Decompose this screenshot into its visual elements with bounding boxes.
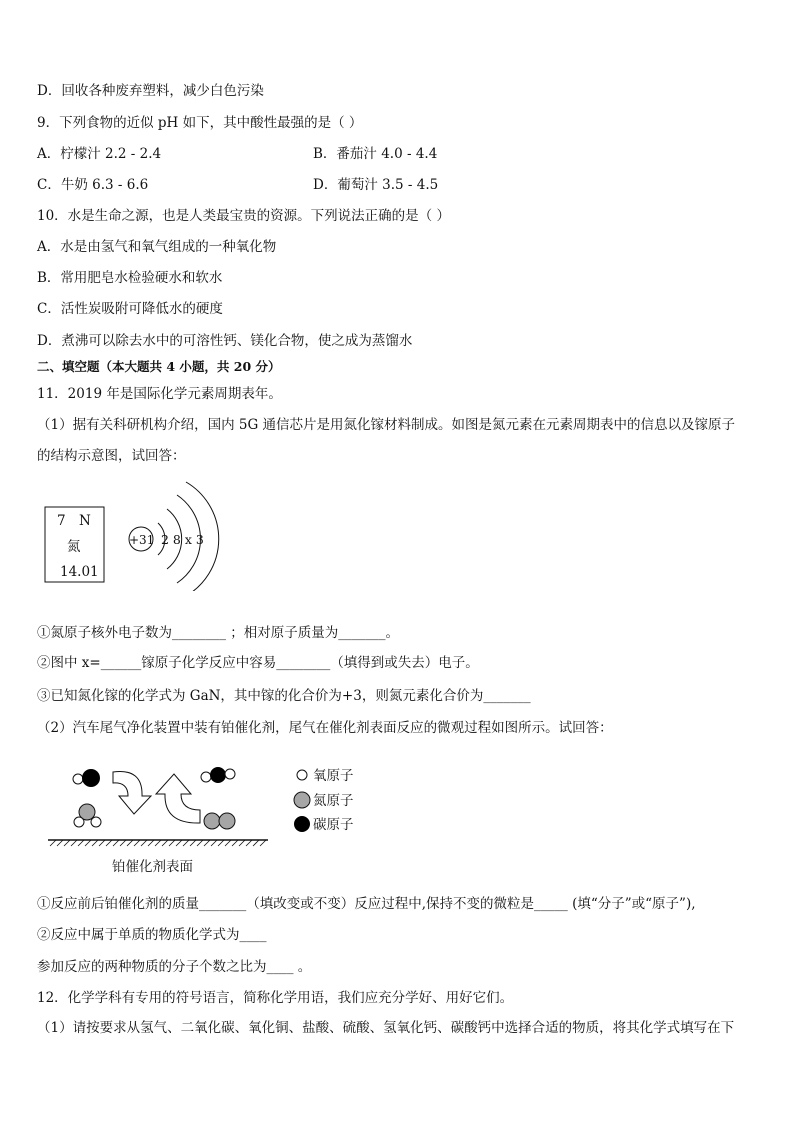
q11-sub5: ②反应中属于单质的物质化学式为____ (37, 927, 267, 943)
carbon-atom (82, 769, 100, 787)
q10-stem: 10．水是生命之源，也是人类最宝贵的资源。下列说法正确的是（ ） (37, 208, 450, 224)
legend-oxygen-label: 氧原子 (313, 768, 354, 784)
q11-sub3: ③已知氮化镓的化学式为 GaN，其中镓的化合价为+3，则氮元素化合价为_______ (37, 688, 531, 704)
q12-stem: 12．化学学科有专用的符号语言，简称化学用语，我们应充分学好、用好它们。 (37, 990, 514, 1006)
q10-option-a: A．水是由氢气和氧气组成的一种氧化物 (37, 239, 277, 255)
carbon-atom (210, 767, 226, 783)
element-name: 氮 (67, 539, 81, 555)
atom-shell-electrons: 2 8 x 3 (161, 532, 204, 547)
surface-hatching (50, 840, 266, 846)
nitrogen-atom (219, 813, 235, 829)
catalyst-surface-label: 铂催化剂表面 (112, 859, 193, 875)
q11-part1-line1: （1）据有关科研机构介绍，国内 5G 通信芯片是用氮化镓材料制成。如图是氮元素在元素周期表中的信息以及镓原子 (37, 417, 736, 433)
q11-sub6: 参加反应的两种物质的分子个数之比为____ 。 (37, 959, 312, 975)
q10-option-d: D．煮沸可以除去水中的可溶性钙、镁化合物，使之成为蒸馏水 (37, 333, 413, 349)
oxygen-atom (225, 769, 235, 779)
element-number: 7 (57, 513, 66, 529)
q9-stem: 9．下列食物的近似 pH 如下，其中酸性最强的是（ ） (37, 115, 363, 131)
q10-option-b: B．常用肥皂水检验硬水和软水 (37, 270, 223, 286)
q8-option-d: D．回收各种废弃塑料，减少白色污染 (37, 83, 264, 99)
curved-arrow-up-icon (156, 774, 200, 823)
oxygen-atom (201, 772, 211, 782)
legend-nitrogen-icon (294, 792, 310, 808)
legend-carbon-icon (294, 816, 310, 832)
q11-part2: （2）汽车尾气净化装置中装有铂催化剂，尾气在催化剂表面反应的微观过程如图所示。试回答： (37, 720, 613, 736)
nitrogen-atom (204, 813, 220, 829)
q12-part1: （1）请按要求从氢气、二氧化碳、氧化铜、盐酸、硫酸、氢氧化钙、碳酸钙中选择合适的物质，将其化学式填写在下 (37, 1020, 735, 1036)
element-symbol: N (79, 513, 91, 529)
q9-option-d: D．葡萄汁 3.5 - 4.5 (313, 177, 439, 193)
curved-arrow-down-icon (113, 772, 151, 815)
q11-sub2: ②图中 x=______镓原子化学反应中容易________（填得到或失去）电子。 (37, 655, 479, 671)
q11-sub1: ①氮原子核外电子数为________ ；相对原子质量为_______。 (37, 625, 400, 641)
legend-oxygen-icon (297, 770, 307, 780)
q11-part1-line2: 的结构示意图，试回答： (37, 448, 186, 464)
oxygen-atom (73, 774, 83, 784)
atom-nucleus-charge: +31 (129, 533, 155, 547)
q9-option-b: B．番茄汁 4.0 - 4.4 (313, 146, 438, 162)
section-title: 二、填空题（本大题共 4 小题，共 20 分） (37, 359, 281, 374)
q11-sub4: ①反应前后铂催化剂的质量_______（填改变或不变）反应过程中,保持不变的微粒是_____ (填“分子”或“原子”), (37, 896, 696, 912)
q9-option-a: A．柠檬汁 2.2 - 2.4 (37, 146, 162, 162)
q10-option-c: C．活性炭吸附可降低水的硬度 (37, 301, 223, 317)
element-mass: 14.01 (60, 564, 99, 580)
q11-stem: 11．2019 年是国际化学元素周期表年。 (37, 386, 282, 402)
legend-carbon-label: 碳原子 (313, 817, 354, 833)
legend-nitrogen-label: 氮原子 (313, 793, 354, 809)
oxygen-atom (91, 817, 101, 827)
catalyst-figure (40, 758, 370, 880)
element-figure (40, 476, 230, 591)
q9-option-c: C．牛奶 6.3 - 6.6 (37, 177, 149, 193)
oxygen-atom (74, 817, 84, 827)
